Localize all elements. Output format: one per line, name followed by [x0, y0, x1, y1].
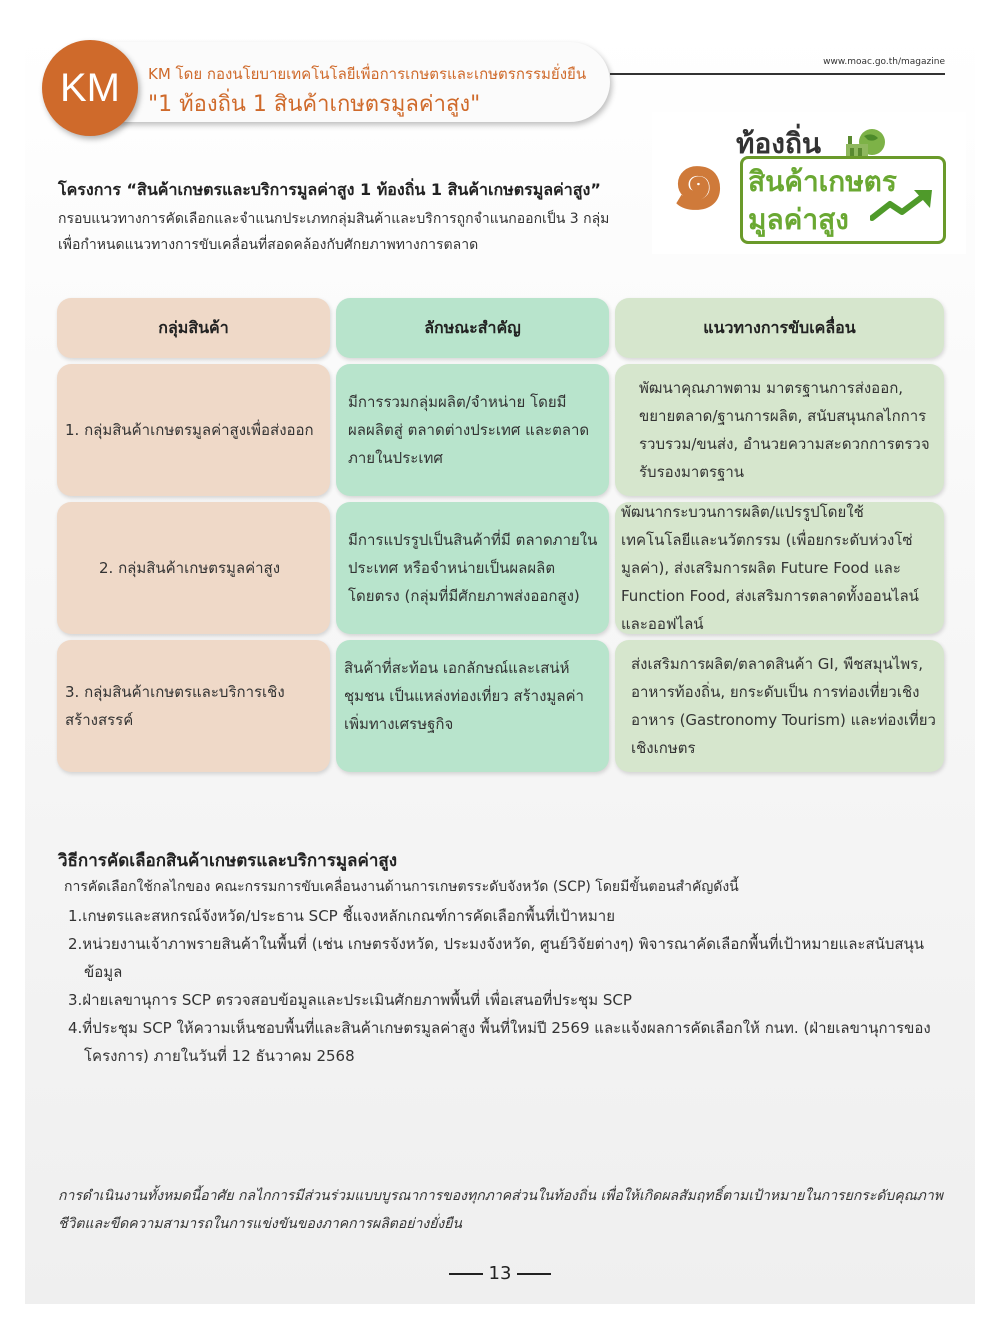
- logo-numeral: ๑: [670, 124, 728, 230]
- approach-text: ส่งเสริมการผลิต/ตลาดสินค้า GI, พืชสมุนไพร, อาหารท้องถิ่น, ยกระดับเป็น การท่องเที่ยวเชิงอาหาร (Gastronomy Tourism) และท่องเที่ยวเชิงเกษตร: [631, 655, 936, 757]
- intro-line: กรอบแนวทางการคัดเลือกและจำแนกประเภทกลุ่มสินค้าและบริการถูกจำแนกออกเป็น 3 กลุ่ม: [58, 211, 610, 227]
- header-department: KM โดย กองนโยบายเทคโนโลยีเพื่อการเกษตรและเกษตรกรรมยั่งยืน: [148, 65, 587, 83]
- step-item: 4.ที่ประชุม SCP ให้ความเห็นชอบพื้นที่และสินค้าเกษตรมูลค่าสูง พื้นที่ใหม่ปี 2569 และแจ้งผลการคัดเลือกให้ กนท. (ฝ่ายเลขานุการของโครงการ) ภายในวันที่ 12 ธันวาคม 2568: [68, 1019, 931, 1065]
- table-header-feature: ลักษณะสำคัญ: [336, 298, 609, 358]
- growth-arrow-icon: [870, 188, 934, 222]
- feature-text: มีการรวมกลุ่มผลิต/จำหน่าย โดยมีผลผลิตสู่ ตลาดต่างประเทศ และตลาดภายในประเทศ: [348, 393, 590, 467]
- table-row-approach: [615, 640, 944, 772]
- km-badge: KM: [42, 40, 138, 136]
- table-row-feature: [336, 640, 609, 772]
- table-row-group: [57, 502, 330, 634]
- page-number-text: 13: [488, 1263, 512, 1284]
- intro-line: เพื่อกำหนดแนวทางการขับเคลื่อนที่สอดคล้องกับศักยภาพทางการตลาด: [58, 237, 479, 253]
- header-rule: [610, 73, 945, 75]
- intro-text: [58, 206, 658, 258]
- table-header-group: กลุ่มสินค้า: [57, 298, 330, 358]
- closing-note: การดำเนินงานทั้งหมดนี้อาศัย กลไกการมีส่วนร่วมแบบบูรณาการของทุกภาคส่วนในท้องถิ่น เพื่อให้เกิดผลสัมฤทธิ์ตามเป้าหมายในการยกระดับคุณภาพชีวิตและขีดความสามารถในการแข่งขันของภาคการผลิตอย่างยั่งยืน: [58, 1188, 943, 1232]
- selection-intro: การคัดเลือกใช้กลไกของ คณะกรรมการขับเคลื่อนงานด้านการเกษตรระดับจังหวัด (SCP) โดยมีขั้นตอนสำคัญดังนี้: [64, 879, 739, 895]
- step-item: 2.หน่วยงานเจ้าภาพรายสินค้าในพื้นที่ (เช่น เกษตรจังหวัด, ประมงจังหวัด, ศูนย์วิจัยต่างๆ) พิจารณาคัดเลือกพื้นที่เป้าหมายและสนับสนุนข้อมูล: [68, 935, 925, 981]
- table-row-feature: [336, 502, 609, 634]
- logo-line3: มูลค่าสูง: [748, 203, 849, 236]
- selection-steps: [68, 902, 948, 1070]
- step-item: 3.ฝ่ายเลขานุการ SCP ตรวจสอบข้อมูลและประเมินศักยภาพพื้นที่ เพื่อเสนอที่ประชุม SCP: [68, 991, 632, 1009]
- page-dash-right: [517, 1273, 551, 1275]
- group-label: 2. กลุ่มสินค้าเกษตรมูลค่าสูง: [99, 559, 281, 577]
- globe-farm-icon: [844, 126, 888, 160]
- project-logo: [652, 112, 966, 254]
- table-row-approach: [615, 364, 944, 496]
- site-url[interactable]: www.moac.go.th/magazine: [823, 57, 945, 67]
- logo-line1: ท้องถิ่น: [736, 127, 822, 160]
- approach-text: พัฒนากระบวนการผลิต/แปรรูปโดยใช้ เทคโนโลยีและนวัตกรรม (เพื่อยกระดับห่วงโซ่มูลค่า), ส่งเสริมการผลิต Future Food และ Function Food, ส่งเสริมการตลาดทั้งออนไลน์และออฟไลน์: [621, 503, 919, 633]
- approach-text: พัฒนาคุณภาพตาม มาตรฐานการส่งออก, ขยายตลาด/ฐานการผลิต, สนับสนุนกลไกการรวบรวม/ขนส่ง, อำนวยความสะดวกการตรวจรับรองมาตรฐาน: [639, 379, 930, 481]
- feature-text: มีการแปรรูปเป็นสินค้าที่มี ตลาดภายในประเทศ หรือจำหน่ายเป็นผลผลิตโดยตรง (กลุ่มที่มีศักยภาพส่งออกสูง): [348, 531, 598, 605]
- header-title: "1 ท้องถิ่น 1 สินค้าเกษตรมูลค่าสูง": [148, 92, 481, 117]
- feature-text: สินค้าที่สะท้อน เอกลักษณ์และเสน่ห์ชุมชน เป็นแหล่งท่องเที่ยว สร้างมูลค่าเพิ่มทางเศรษฐกิจ: [344, 659, 584, 733]
- intro-title: โครงการ “สินค้าเกษตรและบริการมูลค่าสูง 1 ท้องถิ่น 1 สินค้าเกษตรมูลค่าสูง”: [58, 180, 601, 199]
- logo-line2: สินค้าเกษตร: [748, 165, 897, 198]
- selection-title: วิธีการคัดเลือกสินค้าเกษตรและบริการมูลค่าสูง: [58, 851, 398, 871]
- group-label: 3. กลุ่มสินค้าเกษตรและบริการเชิงสร้างสรรค์: [65, 683, 285, 729]
- page-dash-left: [449, 1273, 483, 1275]
- table-row-approach: [615, 502, 944, 634]
- table-row-group: [57, 640, 330, 772]
- table-row-group: [57, 364, 330, 496]
- page-number: [0, 1263, 1000, 1284]
- table-row-feature: [336, 364, 609, 496]
- table-header-approach: แนวทางการขับเคลื่อน: [615, 298, 944, 358]
- group-label: 1. กลุ่มสินค้าเกษตรมูลค่าสูงเพื่อส่งออก: [65, 421, 314, 439]
- step-item: 1.เกษตรและสหกรณ์จังหวัด/ประธาน SCP ชี้แจงหลักเกณฑ์การคัดเลือกพื้นที่เป้าหมาย: [68, 907, 616, 925]
